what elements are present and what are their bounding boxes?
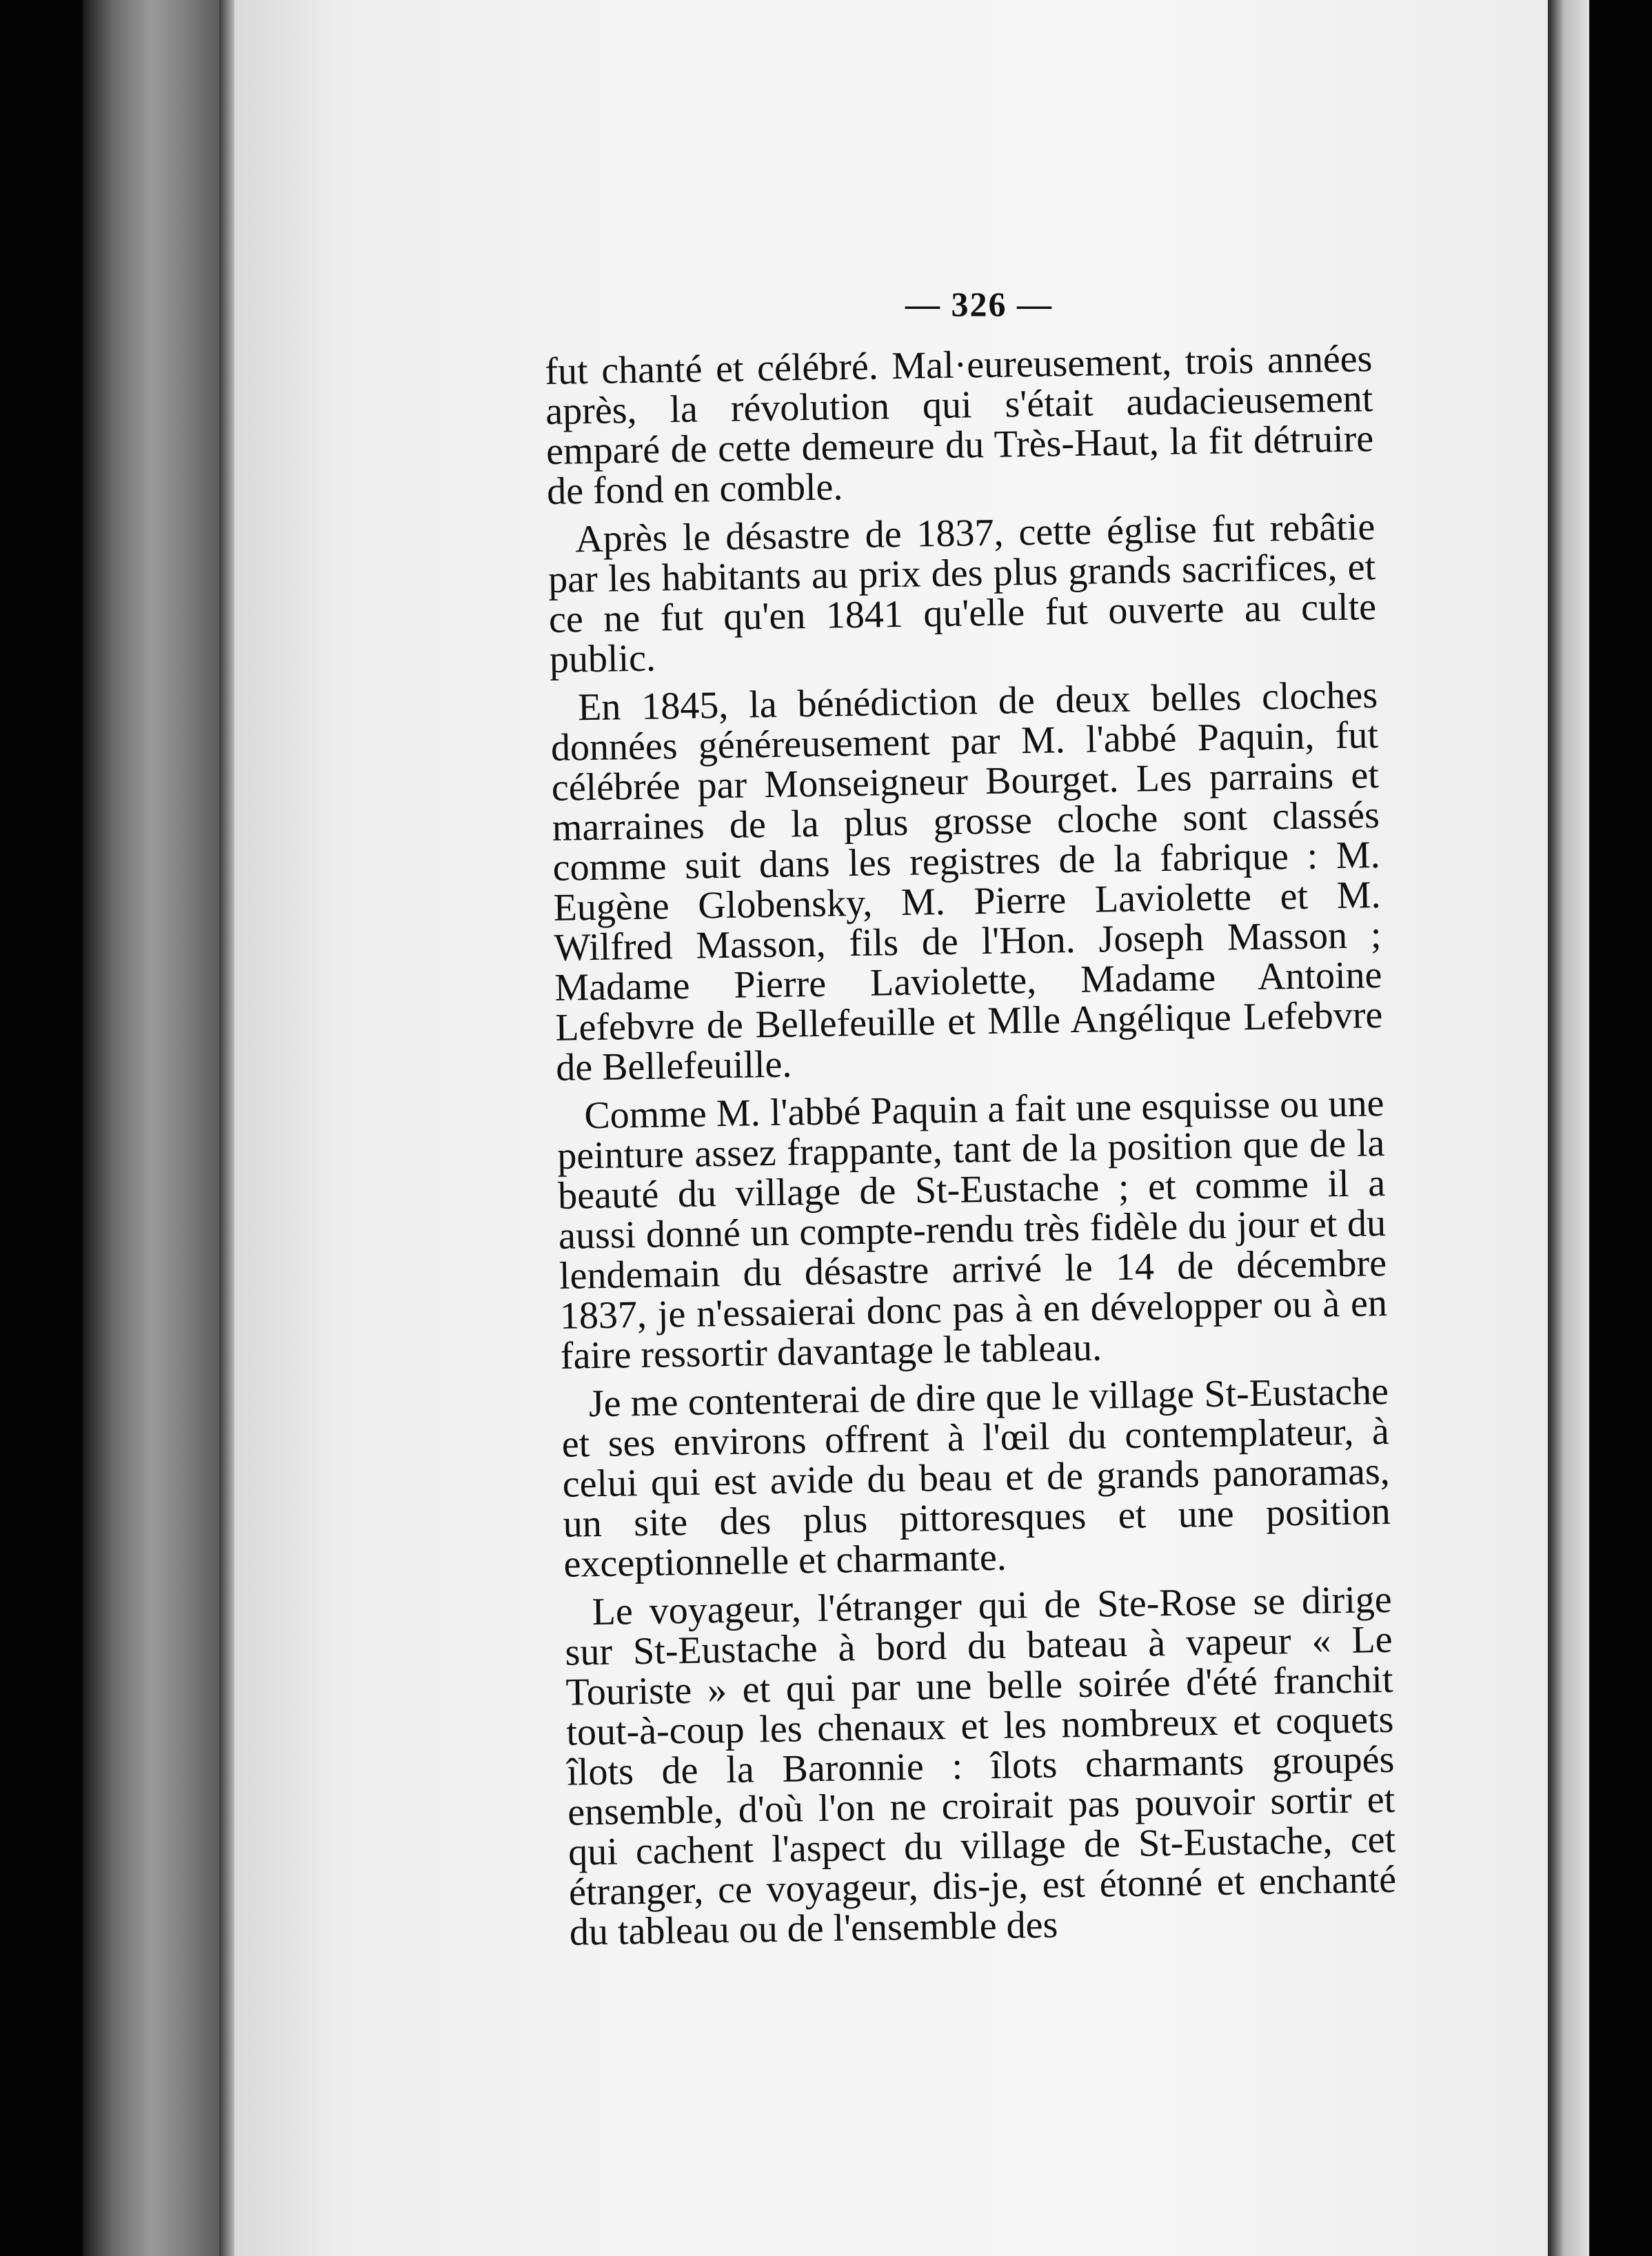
paragraph: Le voyageur, l'étranger qui de Ste-Rose se dirige sur St-Eustache à bord du bateau à vapeur « Le Touriste » et qui par une belle soirée d'été franchit tout-à-coup les chenaux et les nombreux et coquets îlots de la Baronnie : îlots charmants groupés ensemble, d'où l'on ne croirait pas pouvoir sortir et qui cachent l'aspect du village de St-Eustache, cet étranger, ce voyageur, dis-je, est étonné et enchanté du tableau ou de l'ensemble des <box>565 1578 1397 1954</box>
paragraph: Je me contenterai de dire que le village St-Eustache et ses environs offrent à l'œil du contemplateur, à celui qui est avide du beau et de grands panoramas, un site des plus pittoresques et une position exceptionnelle et charmante. <box>561 1369 1391 1586</box>
page-number: — 326 — <box>905 285 1053 323</box>
page-right-edge <box>1548 0 1589 2256</box>
paragraph: Comme M. l'abbé Paquin a fait une esquisse ou une peinture assez frappante, tant de la position que de la beauté du village de St-Eustache ; et comme il a aussi donné un compte-rendu très fidèle du jour et du lendemain du désastre arrivé le 14 de décembre 1837, je n'essaierai donc pas à en développer ou à en faire ressortir davantage le tableau. <box>556 1082 1388 1378</box>
body-text <box>545 339 1398 1961</box>
paragraph: Après le désastre de 1837, cette église fut rebâtie par les habitants au prix des plus grands sacrifices, et ce ne fut qu'en 1841 qu'elle fut ouverte au culte public. <box>547 505 1377 681</box>
paragraph: En 1845, la bénédiction de deux belles cloches données généreusement par M. l'abbé Paquin, fut célébrée par Monseigneur Bourget. Les parrains et marraines de la plus grosse cloche sont classés comme suit dans les registres de la fabrique : M. Eugène Globensky, M. Pierre Laviolette et M. Wilfred Masson, fils de l'Hon. Joseph Masson ; Madame Pierre Laviolette, Madame Antoine Lefebvre de Bellefeuille et Mlle Angélique Lefebvre de Bellefeuille. <box>550 674 1383 1089</box>
book-binding <box>83 0 234 2256</box>
paragraph: fut chanté et célébré. Mal·eureusement, trois années après, la révolution qui s'était audacieusement emparé de cette demeure du Très-Haut, la fit détruire de fond en comble. <box>544 337 1374 513</box>
